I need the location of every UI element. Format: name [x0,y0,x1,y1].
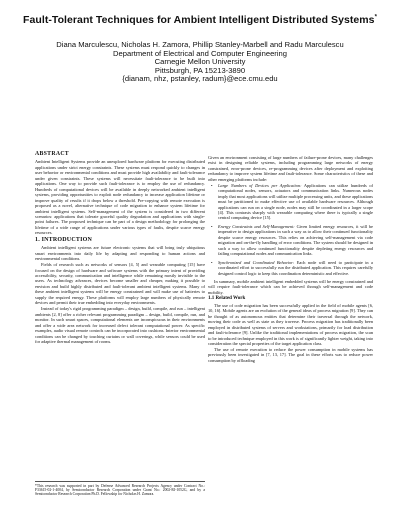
title-footnote-mark: * [374,14,377,21]
list-item-text: Applications can utilize hundreds of computational nodes, sensors, actuators and communication links. Numerous nodes imply that most applications will utilize multiple processing units, and these applications must be partitioned to make effective use of available hardware resources. Although applications can run on a single node, nodes may still be coordinated in a larger scope [4]. This contrasts sharply with wearable computing where there is typically a single central computing device [15]. [218,182,373,221]
author-emails: {dianam, nhz, pstanley, radum}@ece.cmu.edu [122,74,278,84]
list-item [218,183,373,221]
related-work-paragraph: The use of remote execution to reduce the power consumption in mobile systems has previously been investigated in [7, 13, 17]. The goal in these efforts was to reduce power consumption by offloading [208,346,373,363]
abstract-heading: ABSTRACT [35,151,69,157]
list-item [218,260,373,276]
intro-paragraph: Ambient intelligent systems are future electronic systems that will bring truly ubiquitous smart environments into daily life by adapting and responding to human actions and environmental conditions. [35,245,205,262]
funding-footnote: *This research was supported in part by Defense Advanced Research Projects Agency under Contract No.: F33615-02-1-4004, by Semiconductor Research Corporation under Grant No.: 2002-RJ-1052G, and by a Semiconductor Research Corporation Ph.D. Fellowship for Nicholas H. Zamora. [35,481,205,497]
intro-heading: 1. INTRODUCTION [35,236,93,243]
related-work-paragraph: The use of code migration has been successfully applied in the field of mobile agents [6, 10, 16]. Mobile agents are an evolution of the general ideas of process migration [9]. They can be thought of as autonomous entities that determine their traversal through the network, moving their code as well as state as they traverse. Process migration has traditionally been employed in distributed systems of servers and workstations, primarily for load distribution and fault-tolerance [9]. Unlike the traditional implementations of process migration, the scan to be introduced technique employed in this work is of significantly lighter weight, taking into consideration the special properties of the target application class. [208,302,373,346]
author-university: Carnegie Mellon University [154,57,246,67]
left-column [35,152,205,345]
characteristics-list [208,183,373,276]
right-intro-paragraph: Given an environment consisting of large numbers of failure-prone devices, many challenges exist in designing reliable systems, including programming large networks of energy constrained, error-prone devices, re-programming devices after deployment and exploiting redundancy to improve system lifetime and fault-tolerance. Some characteristics of these and other emerging platforms include: [208,155,373,182]
right-column [208,155,373,364]
related-work-heading: 1.1 Related Work [208,296,246,302]
paper-title [0,14,400,26]
list-item-title: Synchronized and Coordinated Behavior: [218,259,295,265]
list-item-title: Energy Constraints and Self-Management: [218,223,295,229]
author-department: Department of Electrical and Computer Engineering [113,48,287,58]
title-text: Fault-Tolerant Techniques for Ambient Intelligent Distributed Systems [23,14,375,26]
intro-paragraph: Fields of research such as networks of sensors [4, 5] and wearable computing [15] have focused on the design of hardware and software systems with the primary intent of providing accessibility, security, communication and intelligence while remaining mostly invisible to the users. As technology advances, devices become smaller and cheaper, making it possible to envision and build highly distributed and fault-tolerant ambient intelligent systems. Many of these ambient intelligent systems will be energy constrained and will make use of batteries to supply the required energy. These platforms will employ large numbers of physically remote devices and permit their true embedding into everyday environments. [35,262,205,306]
list-item-text: Each node will need to participate in a coordinated effort to successfully run the distributed application. This requires carefully designed control logic to keep this coordination deterministic and effective. [218,259,373,276]
list-item-text: Given limited energy resources, it will be imperative to design applications in such a way as to allow their continued functionality despite scarce energy resources. This relies on achieving self-management via code migration and on-the-fly handling of error conditions. The system should be designed in such a way to allow continued functionality despite depleting energy resources and failing computational nodes and communication links. [218,223,373,257]
author-block [0,41,400,84]
list-item [218,224,373,257]
intro-paragraph: Instead of today's rigid programming paradigm – design, build, compile, and run – intelligent ambients [2, 8] offer a richer relevant programming paradigm – design, build, compile, run, and monitor. In such smart spaces, computational elements are inconspicuous in their environments and offer a wide area network for increased defect tolerant computational power. As specific examples, audio visual remote controls can be incorporated into cushions. Interior environmental conditions can be changed by touching curtains or wall coverings, while sensors could be used for adaptive thermal management of rooms. [35,306,205,344]
author-names: Diana Marculescu, Nicholas H. Zamora, Phillip Stanley-Marbell and Radu Marculescu [56,40,344,49]
summary-paragraph: In summary, mobile ambient intelligent embedded systems will be energy constrained and will require fault-tolerance which can be achieved through self-management and code mobility. [208,279,373,295]
author-city: Pittsburgh, PA 15213-3890 [154,65,246,75]
list-item-title: Large Numbers of Devices per Application: [218,182,302,188]
abstract-text: Ambient Intelligent Systems provide an unexplored hardware platform for executing distributed applications under strict energy constraints. These systems must respond quickly to changes in user behavior or environmental conditions and must provide high availability and fault-tolerance under given constraints. These systems will necessitate fault-tolerance to be built into applications. One way to provide such fault-tolerance is to employ the use of redundancy. Hundreds of computational devices will be available in deeply networked ambient intelligent systems, providing opportunities to exploit node redundancy to increase application lifetime or improve quality of results if it drops below a threshold. Pre-copying with remote execution is proposed as a novel, alternative technique of code migration to enhance system lifetime for ambient intelligent systems. Self-management of the system is considered in two different scenarios: applications that tolerate graceful quality degradation and applications with single-point failures. The proposed technique can be part of a design methodology for prolonging the lifetime of a wide range of applications under various types of faults, despite scarce energy resources. [35,159,205,236]
